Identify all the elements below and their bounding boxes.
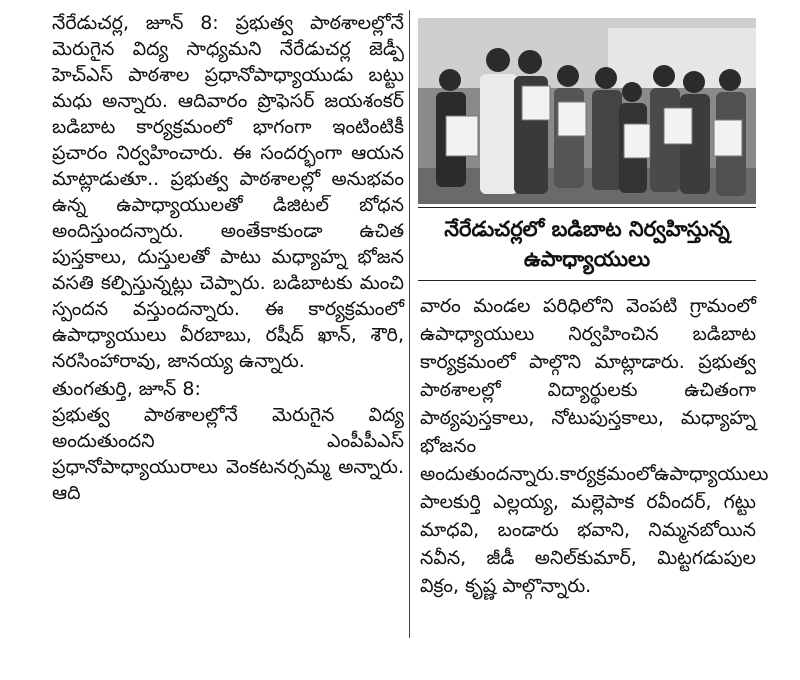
photo-caption [418,207,756,281]
news-photo [418,18,756,204]
left-article-column [52,10,404,506]
tungaturthi-dateline: తుంగతుర్తి, జూన్ 8: [52,378,201,400]
right-article-column [420,292,769,600]
left-paragraph-2: ప్రభుత్వ పాఠశాలల్లోనే మెరుగైన విద్య అందుతుందని ఎంపీపీఎస్ ప్రధానోపాధ్యాయురాలు వెంకటనర్సమ్మ అన్నారు. ఆది [52,404,404,504]
news-photo-illustration [418,18,756,204]
right-paragraph: వారం మండల పరిధిలోని వెంపటి గ్రామంలో ఉపాధ్యాయులు నిర్వహించిన బడిబాట కార్యక్రమంలో పాల్గొని మాట్లాడారు. ప్రభుత్వ పాఠశాలల్లో విద్యార్థులకు ఉచితంగా పాఠ్యపుస్తకాలు, నోటుపుస్తకాలు, మధ్యాహ్న భోజనం అందుతుందన్నారు.కార్యక్రమంలోఉపాధ్యాయులు పాలకుర్తి ఎల్లయ్య, మల్లెపాక రవీందర్, గట్టు మాధవి, బండారు భవాని, నిమ్మనబోయిన నవీన, జీడీ అనిల్‌కుమార్, మిట్టగడుపుల విక్రం, కృష్ణ పాల్గొన్నారు. [420,295,769,597]
photo-caption-line-2: ఉపాధ్యాయులు [523,247,651,271]
column-divider [409,10,410,638]
left-paragraph-1: నేరేడుచర్ల, జూన్ 8: ప్రభుత్వ పాఠశాలల్లోనే మెరుగైన విద్య సాధ్యమని నేరేడుచర్ల జెడ్పీ హెచ్ఎస్ పాఠశాల ప్రధానోపాధ్యాయుడు బట్టు మధు అన్నారు. ఆదివారం ప్రొఫెసర్ జయశంకర్ బడిబాట కార్యక్రమంలో భాగంగా ఇంటింటికీ ప్రచారం నిర్వహించారు. ఈ సందర్భంగా ఆయన మాట్లాడుతూ.. ప్రభుత్వ పాఠశాలల్లో అనుభవం ఉన్న ఉపాధ్యాయులతో డిజిటల్ బోధన అందిస్తుందన్నారు. అంతేకాకుండా ఉచిత పుస్తకాలు, దుస్తులతో పాటు మధ్యాహ్న భోజన వసతి కల్పిస్తున్నట్లు చెప్పారు. బడిబాటకు మంచి స్పందన వస్తుందన్నారు. ఈ కార్యక్రమంలో ఉపాధ్యాయులు వీరబాబు, రషీద్ ఖాన్, శౌరి, నరసింహారావు, జానయ్య ఉన్నారు. [52,12,404,372]
photo-caption-line-1: నేరేడుచర్లలో బడిబాట నిర్వహిస్తున్న [444,217,730,241]
